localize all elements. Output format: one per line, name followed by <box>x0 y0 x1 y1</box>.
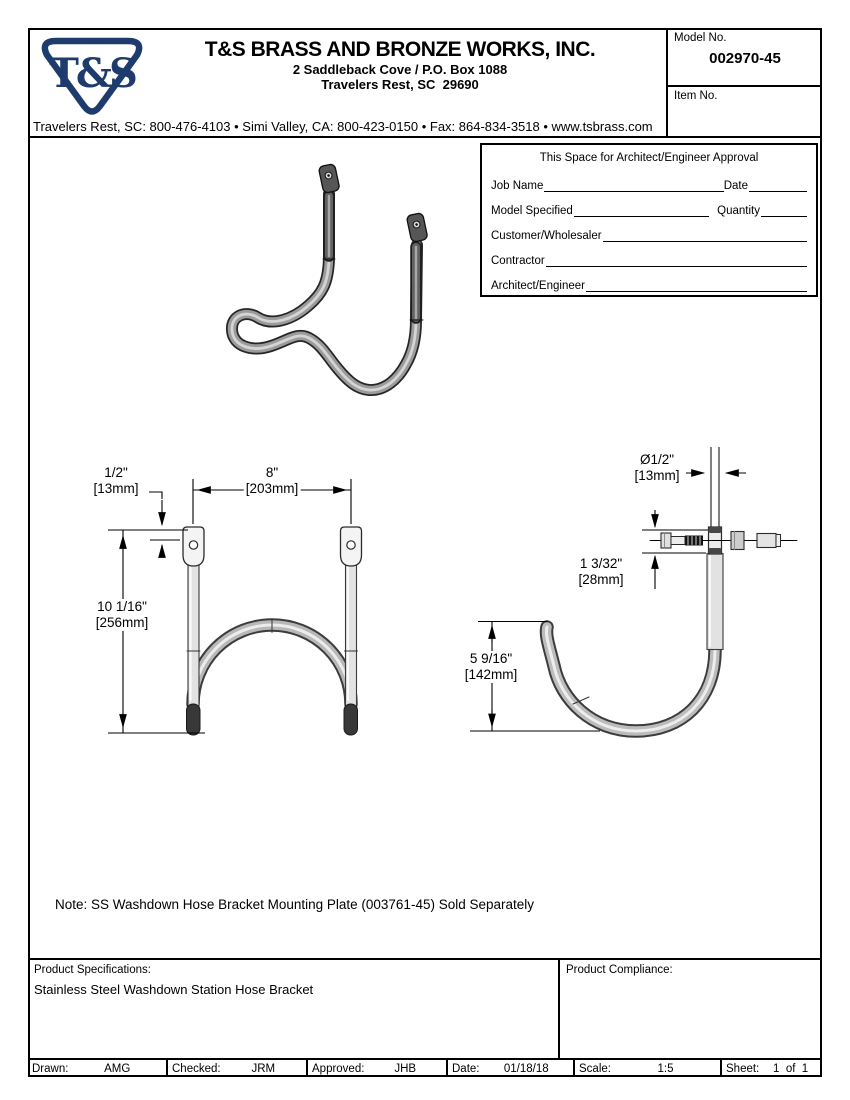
product-info-box <box>28 958 822 1058</box>
dim-side-diameter-mm: [13mm] <box>634 468 680 483</box>
dim-side-height <box>463 651 520 683</box>
sheet-label: Sheet: <box>726 1062 760 1075</box>
approval-title: This Space for Architect/Engineer Approval <box>539 152 759 164</box>
drawn-label: Drawn: <box>32 1062 69 1075</box>
approved-label: Approved: <box>312 1062 365 1075</box>
cell-approved <box>308 1060 448 1077</box>
front-hoop-outline <box>193 625 351 704</box>
side-hook-body <box>546 627 715 731</box>
front-rod-highlights <box>191 567 349 700</box>
cell-scale <box>575 1060 722 1077</box>
date-cell-value: 01/18/18 <box>503 1062 549 1075</box>
spacer <box>757 534 776 548</box>
logo-text: T&S <box>49 50 135 97</box>
model-no-value: 002970-45 <box>709 50 781 67</box>
dim-front-offset-mm: [13mm] <box>93 481 139 496</box>
cell-sheet <box>722 1060 822 1077</box>
sheet-value: 1 of 1 <box>773 1062 809 1075</box>
note-text: Note: SS Washdown Hose Bracket Mounting Plate (003761-45) Sold Separately <box>55 897 535 912</box>
dim-front-height <box>94 599 151 631</box>
dim-side-offset <box>576 556 625 588</box>
front-left-tab-hole <box>189 541 197 549</box>
iso-joint-lines <box>323 259 423 320</box>
product-box-divider <box>558 960 560 1058</box>
cell-checked <box>168 1060 308 1077</box>
dim-front-width-mm: [203mm] <box>245 481 299 496</box>
company-name: T&S BRASS AND BRONZE WORKS, INC. <box>204 38 596 61</box>
approved-value: JHB <box>394 1062 417 1075</box>
checked-value: JRM <box>251 1062 276 1075</box>
scale-value: 1:5 <box>657 1062 674 1075</box>
dim-side-height-mm: [142mm] <box>464 667 518 682</box>
date-label: Date <box>723 180 748 192</box>
product-spec-value: Stainless Steel Washdown Station Hose Bracket <box>34 982 314 997</box>
spacer-cap <box>776 535 781 547</box>
iso-left-mount-tab <box>318 164 340 194</box>
dim-side-diameter <box>632 452 681 484</box>
product-spec-label: Product Specifications: <box>34 964 151 976</box>
model-no-label: Model No. <box>674 32 727 44</box>
drawn-value: AMG <box>104 1062 131 1075</box>
dim-side-height-in: 5 9/16" <box>469 651 513 666</box>
company-address-2: Travelers Rest, SC 29690 <box>321 77 479 92</box>
side-tab-bottom-edge <box>709 548 722 554</box>
dim-front-width-in: 8" <box>265 465 279 480</box>
architect-label: Architect/Engineer <box>491 280 585 292</box>
front-hoop-highlight <box>193 625 351 704</box>
cell-date <box>448 1060 575 1077</box>
isometric-view <box>232 164 428 391</box>
bolt-shank <box>671 537 685 545</box>
dim-side-diameter-in: Ø1/2" <box>639 452 675 467</box>
dim-side-offset-in: 1 3/32" <box>579 556 623 571</box>
dim-front-offset-in: 1/2" <box>104 465 128 480</box>
product-compliance-label: Product Compliance: <box>566 964 673 976</box>
front-left-tip <box>187 704 201 735</box>
company-address-1: 2 Saddleback Cove / P.O. Box 1088 <box>292 62 508 77</box>
customer-label: Customer/Wholesaler <box>491 230 602 242</box>
front-right-tip <box>344 704 358 735</box>
model-specified-label: Model Specified <box>491 205 573 217</box>
quantity-label: Quantity <box>717 205 760 217</box>
front-hoop-body <box>193 625 351 704</box>
contractor-label: Contractor <box>491 255 545 267</box>
dim-side-offset-mm: [28mm] <box>578 572 624 587</box>
item-no-label: Item No. <box>674 90 718 102</box>
dim-front-offset <box>91 465 140 497</box>
side-tab-top-edge <box>709 527 722 533</box>
dim-front-height-in: 10 1/16" <box>97 599 147 614</box>
side-view <box>470 447 797 731</box>
checked-label: Checked: <box>172 1062 221 1075</box>
contact-info: Travelers Rest, SC: 800-476-4103 • Simi Valley, CA: 800-423-0150 • Fax: 864-834-3518 • www.tsbrass.com <box>33 119 653 134</box>
mounting-hardware <box>650 532 797 550</box>
iso-right-mount-tab <box>406 213 428 243</box>
washer <box>731 532 744 550</box>
job-name-label: Job Name <box>491 180 544 192</box>
front-right-tab-hole <box>347 541 355 549</box>
date-cell-label: Date: <box>452 1062 480 1075</box>
dim-front-width <box>244 465 301 497</box>
side-rod-top-lines <box>711 447 719 527</box>
cell-drawn <box>28 1060 168 1077</box>
scale-label: Scale: <box>579 1062 611 1075</box>
bolt-head <box>661 533 671 548</box>
title-block-strip <box>28 1058 822 1077</box>
dim-front-height-mm: [256mm] <box>95 615 149 630</box>
